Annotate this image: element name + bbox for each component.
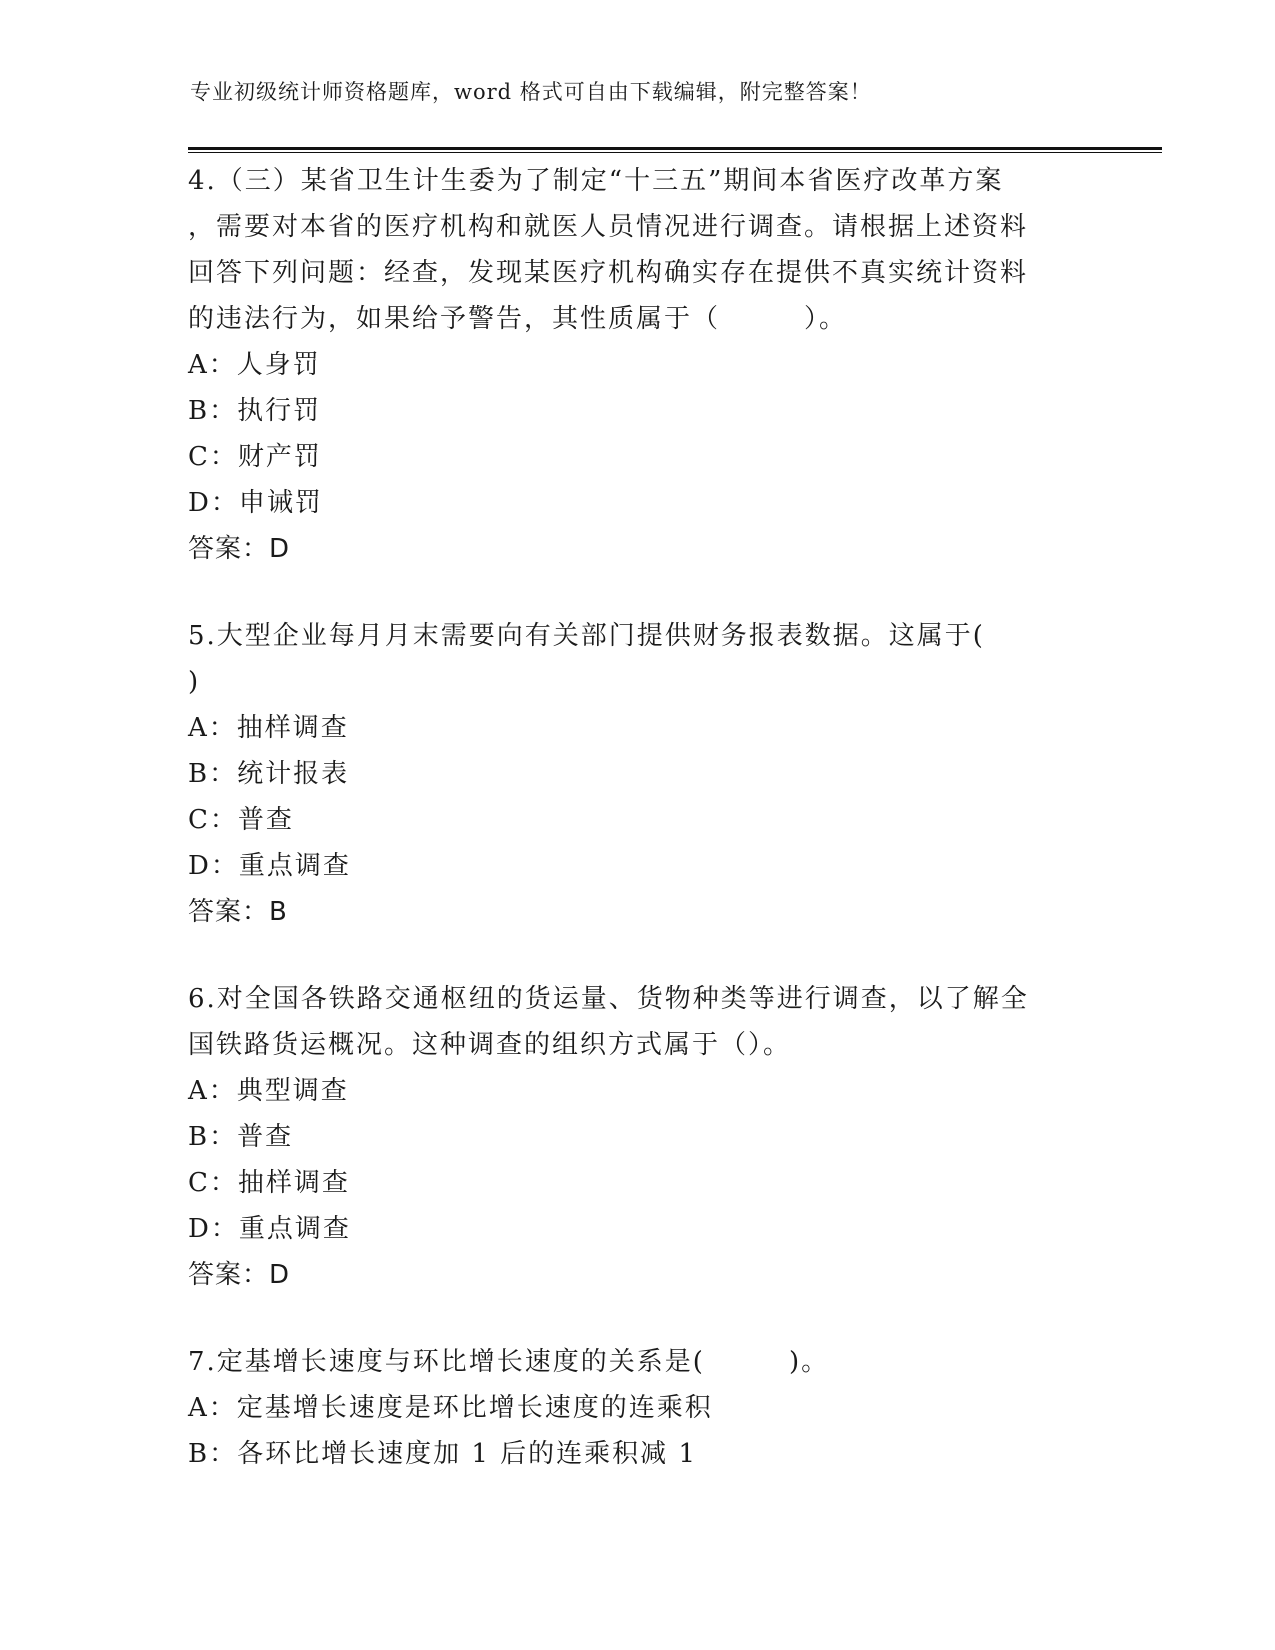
question-text-line: 国铁路货运概况。这种调查的组织方式属于（）。 [188,1030,792,1060]
option-a: A：抽样调查 [188,713,349,743]
question-6 [188,976,1068,1298]
answer-line: 答案：B [188,897,288,927]
answer-line: 答案：D [188,1260,291,1290]
option-c: C：普查 [188,805,294,835]
question-spacer [188,572,1068,613]
option-a: A：典型调查 [188,1076,349,1106]
option-d: D：重点调查 [188,1214,351,1244]
question-list [188,158,1068,1477]
question-spacer [188,935,1068,976]
question-5 [188,613,1068,935]
header-rule-thin [188,152,1162,153]
answer-line: 答案：D [188,534,291,564]
option-b: B：执行罚 [188,396,322,426]
question-text-line: 6.对全国各铁路交通枢纽的货运量、货物种类等进行调查，以了解全 [188,984,1029,1014]
question-text-line: 7.定基增长速度与环比增长速度的关系是( )。 [188,1347,830,1377]
header-rule-thick [188,147,1162,150]
question-text-line: 的违法行为，如果给予警告，其性质属于（ ）。 [188,304,848,334]
option-c: C：财产罚 [188,442,322,472]
option-d: D：申诫罚 [188,488,323,518]
question-text-line: ) [188,667,201,697]
question-text-line: 5.大型企业每月月末需要向有关部门提供财务报表数据。这属于( [188,621,985,651]
page-header: 专业初级统计师资格题库，word 格式可自由下载编辑，附完整答案！ [190,80,872,104]
option-b: B：普查 [188,1122,294,1152]
question-text-line: 回答下列问题：经查，发现某医疗机构确实存在提供不真实统计资料 [188,258,1029,288]
option-d: D：重点调查 [188,851,351,881]
option-b: B：各环比增长速度加 1 后的连乘积减 1 [188,1439,697,1469]
question-spacer [188,1298,1068,1339]
question-text-line: 4.（三）某省卫生计生委为了制定“十三五”期间本省医疗改革方案 [188,166,1004,196]
option-a: A：定基增长速度是环比增长速度的连乘积 [188,1393,713,1423]
question-text-line: ，需要对本省的医疗机构和就医人员情况进行调查。请根据上述资料 [188,212,1029,242]
option-a: A：人身罚 [188,350,321,380]
question-7 [188,1339,1068,1477]
question-4 [188,158,1068,572]
option-b: B：统计报表 [188,759,350,789]
option-c: C：抽样调查 [188,1168,350,1198]
